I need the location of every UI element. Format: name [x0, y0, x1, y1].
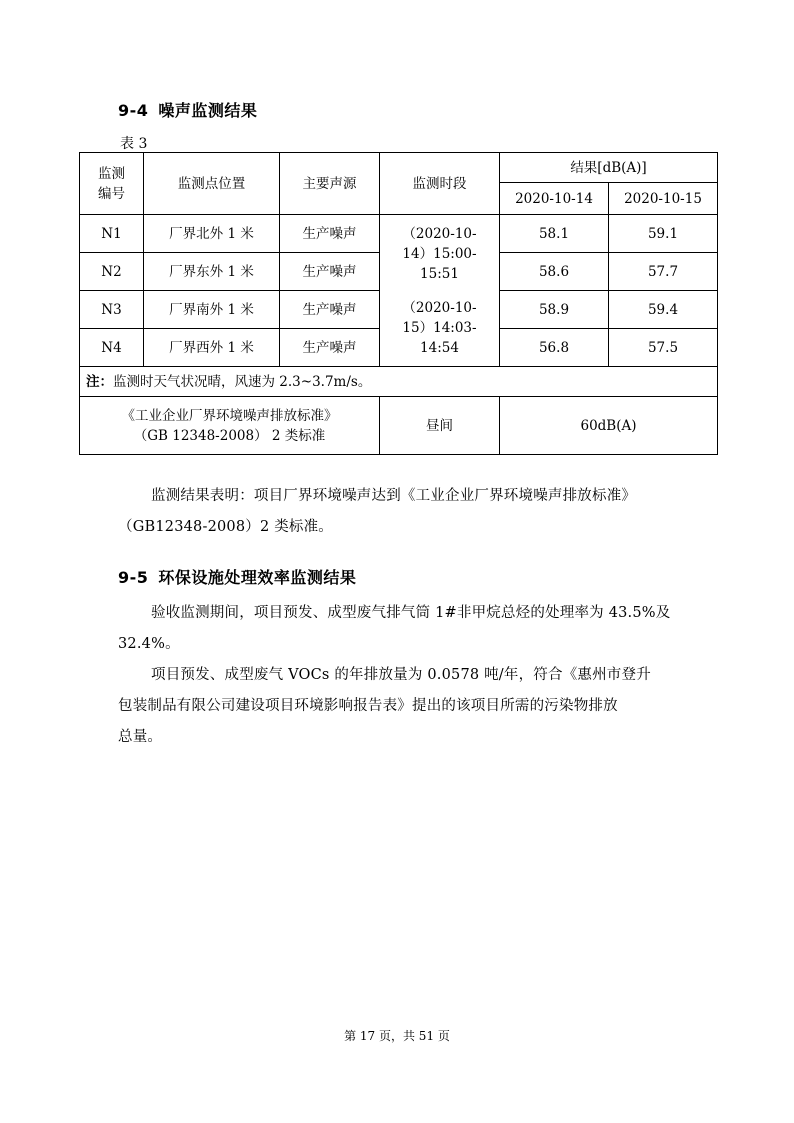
section-number: 9-5: [118, 568, 149, 587]
page-footer: 第 17 页，共 51 页: [344, 1029, 450, 1043]
header-date-1: 2020-10-14: [500, 183, 609, 215]
standard-period: 昼间: [380, 397, 500, 455]
table-header-row: [80, 153, 718, 183]
section-heading-9-4: [118, 98, 257, 121]
paragraph-line: 监测结果表明：项目厂界环境噪声达到《工业企业厂界环境噪声排放标准》: [151, 488, 637, 504]
paragraph-line: 包装制品有限公司建设项目环境影响报告表》提出的该项目所需的污染物排放: [118, 698, 618, 714]
table-caption: 表 3: [120, 136, 148, 152]
section-title: 环保设施处理效率监测结果: [158, 568, 357, 587]
row-location: 厂界西外 1 米: [144, 329, 280, 367]
table-note-row: [80, 367, 718, 397]
table-row: [80, 215, 718, 253]
row-source: 生产噪声: [280, 291, 380, 329]
noise-results-table: [79, 152, 718, 455]
row-source: 生产噪声: [280, 329, 380, 367]
row-value-2: 57.5: [609, 329, 718, 367]
table-note: [80, 367, 718, 397]
standard-code: （GB 12348-2008） 2 类标准: [133, 427, 326, 444]
paragraph-line: 总量。: [118, 729, 163, 745]
row-code: N3: [80, 291, 144, 329]
row-value-1: 58.6: [500, 253, 609, 291]
note-label: 注：: [86, 373, 113, 390]
row-value-1: 58.1: [500, 215, 609, 253]
period-cell: [380, 215, 500, 367]
paragraph-line: 项目预发、成型废气 VOCs 的年排放量为 0.0578 吨/年，符合《惠州市登升: [151, 667, 651, 683]
row-code: N2: [80, 253, 144, 291]
note-text: 监测时天气状况晴，风速为 2.3~3.7m/s。: [113, 373, 372, 390]
row-location: 厂界北外 1 米: [144, 215, 280, 253]
row-value-1: 56.8: [500, 329, 609, 367]
header-location: 监测点位置: [144, 153, 280, 215]
row-code: N1: [80, 215, 144, 253]
header-date-2: 2020-10-15: [609, 183, 718, 215]
period-1: （2020-10-14）15:00-15:51: [402, 225, 477, 282]
table-standard-row: [80, 397, 718, 455]
standard-cell: [80, 397, 380, 455]
header-code: 监测编号: [80, 153, 144, 215]
row-source: 生产噪声: [280, 215, 380, 253]
paragraph-line: 验收监测期间，项目预发、成型废气排气筒 1#非甲烷总烃的处理率为 43.5%及: [151, 605, 671, 621]
header-period: 监测时段: [380, 153, 500, 215]
header-source: 主要声源: [280, 153, 380, 215]
period-2: （2020-10-15）14:03-14:54: [402, 299, 477, 356]
section-title: 噪声监测结果: [158, 101, 258, 120]
paragraph-line: （GB12348-2008）2 类标准。: [118, 519, 333, 535]
section-number: 9-4: [118, 101, 149, 120]
header-result: 结果[dB(A)]: [500, 153, 718, 183]
standard-limit: 60dB(A): [500, 397, 718, 455]
row-source: 生产噪声: [280, 253, 380, 291]
row-value-1: 58.9: [500, 291, 609, 329]
standard-name: 《工业企业厂界环境噪声排放标准》: [121, 407, 338, 424]
row-value-2: 57.7: [609, 253, 718, 291]
paragraph-line: 32.4%。: [118, 636, 180, 652]
row-code: N4: [80, 329, 144, 367]
row-location: 厂界南外 1 米: [144, 291, 280, 329]
row-location: 厂界东外 1 米: [144, 253, 280, 291]
row-value-2: 59.4: [609, 291, 718, 329]
section-heading-9-5: [118, 565, 356, 588]
row-value-2: 59.1: [609, 215, 718, 253]
